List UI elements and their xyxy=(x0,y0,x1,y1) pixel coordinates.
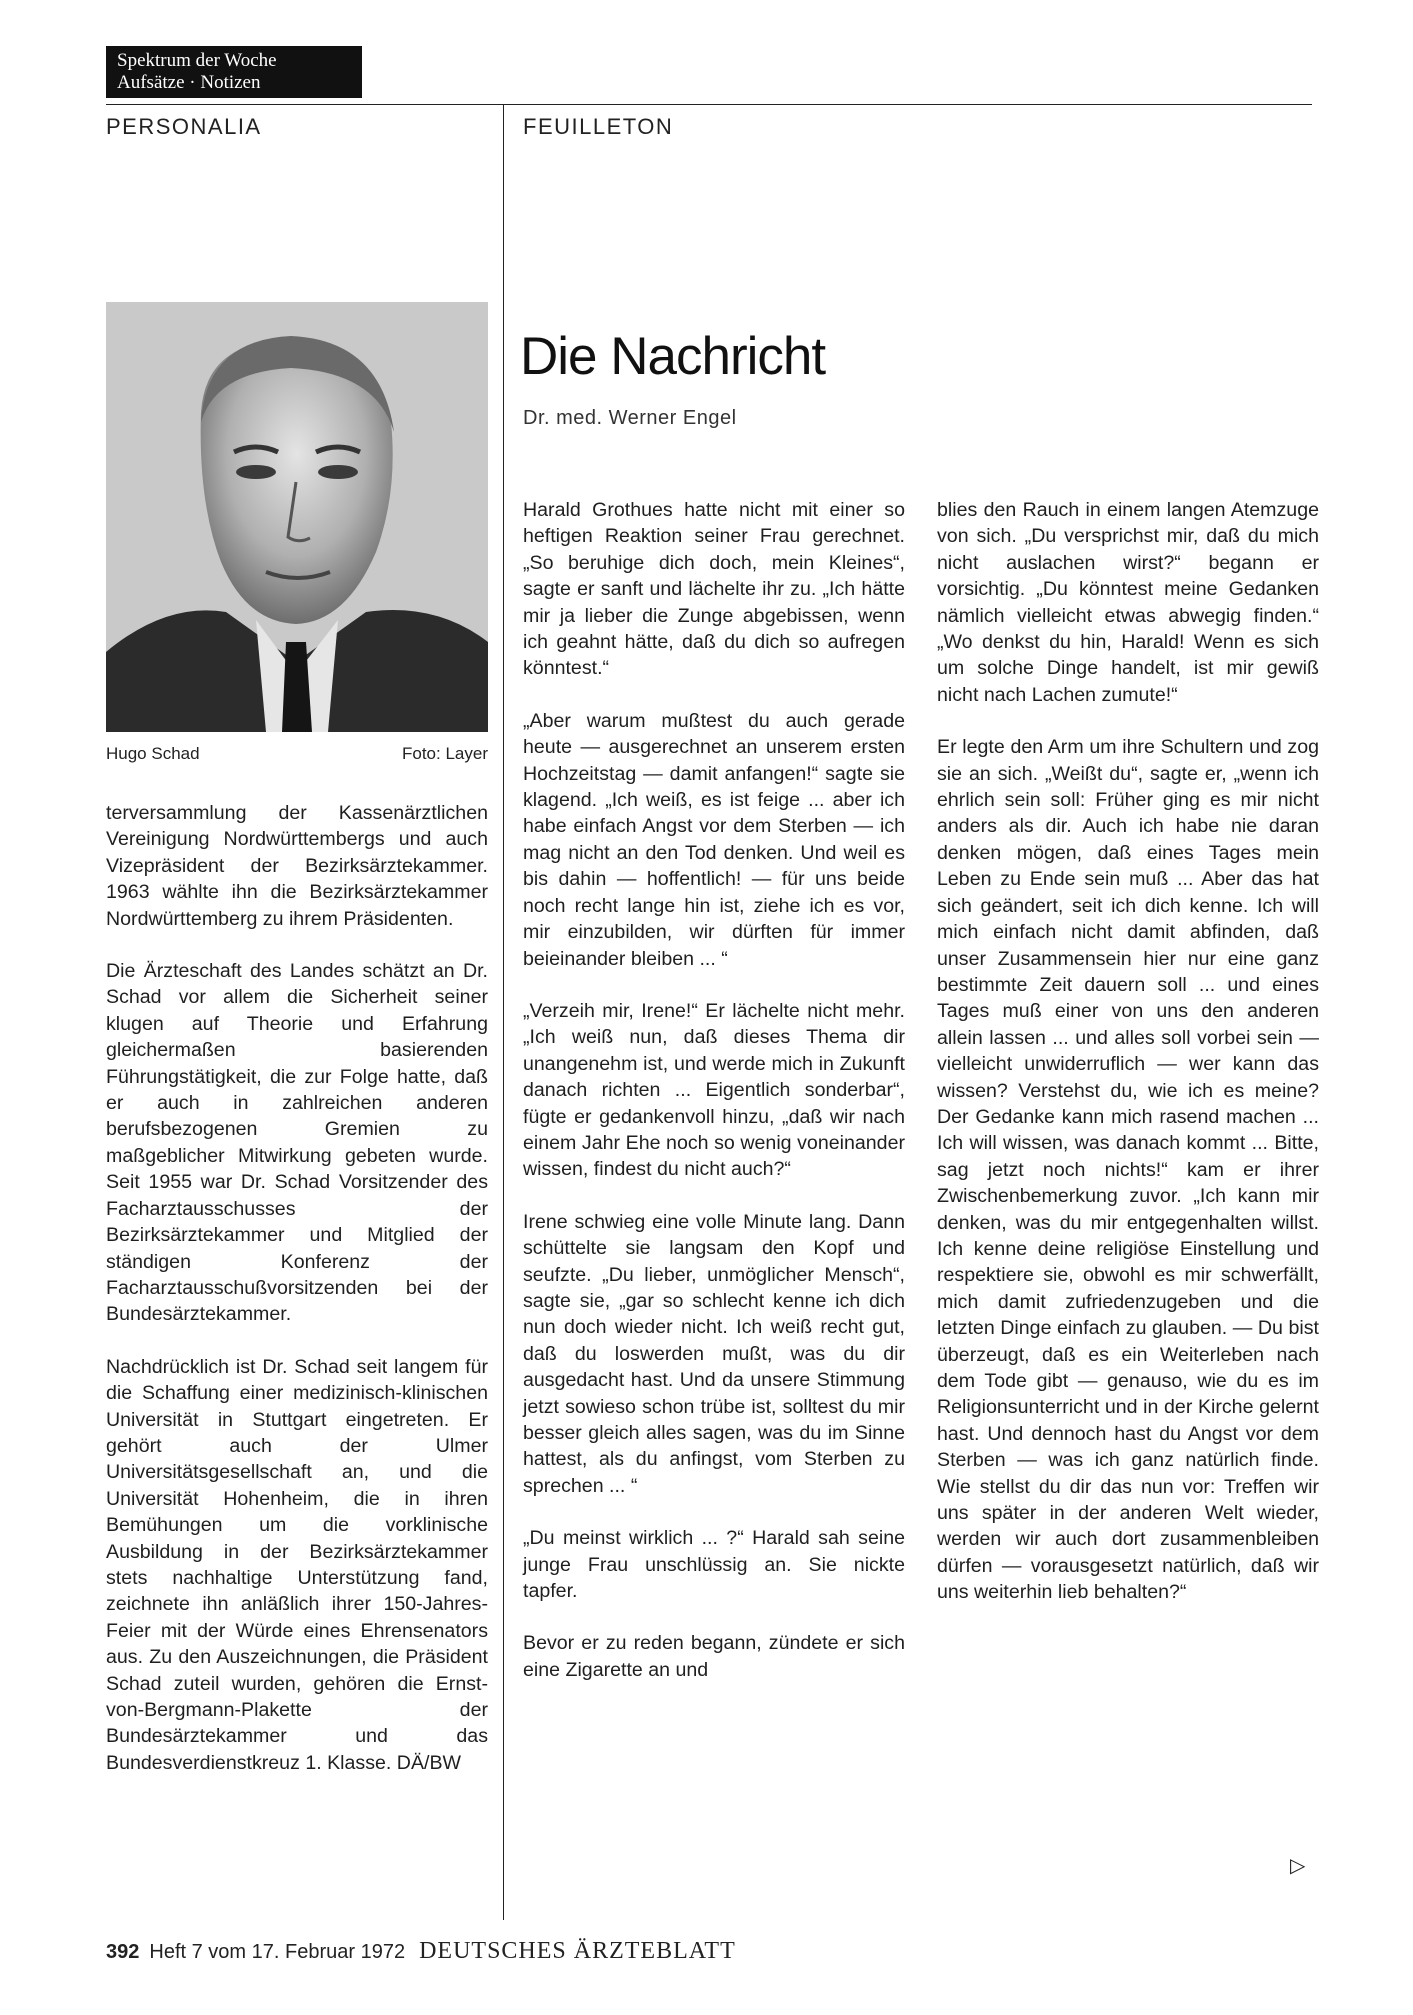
masthead xyxy=(106,46,362,98)
paragraph: Bevor er zu reden begann, zündete er sich eine Zigarette an und xyxy=(523,1632,905,1681)
photo-caption xyxy=(106,744,488,764)
issue-info: Heft 7 vom 17. Februar 1972 xyxy=(149,1941,406,1963)
personalia-text xyxy=(106,800,488,1802)
paragraph: „Aber warum mußtest du auch gerade heute — ausgerechnet an unserem ersten Hochzeitstag — damit anfangen!“ sagte sie klagend. „Ich weiß, es ist feige ... aber ich habe einfach Angst vor dem Sterben — ich mag nicht an den Tod denken. Und weil es bis dahin — hoffentlich! — für uns beide noch recht lange hin ist, ziehe ich es vor, mir einzubilden, wir dürften für immer beieinander bleiben ... “ xyxy=(523,709,905,970)
top-rule xyxy=(106,104,1312,105)
paragraph: Nachdrücklich ist Dr. Schad seit langem für die Schaffung einer medizinisch-klinischen Universität in Stuttgart eingetreten. Er gehört auch der Ulmer Universitätsgesellschaft an, und die Universität Hohenheim, die in ihren Bemühungen um die vorklinische Ausbildung in der Bezirksärztekammer stets nachhaltige Unterstützung fand, zeichnete ihn anläßlich ihrer 150-Jahres-Feier mit der Würde eines Ehrensenators aus. Zu den Auszeichnungen, die Präsident Schad zuteil wurden, gehören die Ernst-von-Bergmann-Plakette der Bundesärztekammer und das Bundesverdienstkreuz 1. Klasse. DÄ/BW xyxy=(106,1355,488,1774)
paragraph: Er legte den Arm um ihre Schultern und zog sie an sich. „Weißt du“, sagte er, „wenn ich ehrlich sein soll: Früher ging es mir nicht anders als dir. Auch ich habe nie daran denken mögen, daß eines Tages mein Leben zu Ende sein muß ... Aber das hat sich geändert, seit ich dich kenne. Ich will mich einfach nicht damit abfinden, daß unser Zusammensein hier nur eine ganz bestimmte Zeit dauern soll ... und eines Tages muß einer von uns den anderen allein lassen ... und alles soll vorbei sein — vielleicht unwiderruflich — wer kann das wissen? Verstehst du, wie ich es meine? Der Gedanke kann mich rasend machen ... Ich will wissen, was danach kommt ... Bitte, sag jetzt noch nichts!“ kam er ihrer Zwischenbemerkung zuvor. „Ich kann mir denken, was du mir entgegenhalten willst. Ich kenne deine religiöse Einstellung und respektiere sie, obwohl es mir schwerfällt, mich damit zufriedenzugeben und die letzten Dinge einfach zu glauben. — Du bist überzeugt, daß es ein Weiterleben nach dem Tode gibt — genauso, wie du es im Religionsunterricht und in der Kirche gelernt hast. Und dennoch hast du Angst vor dem Sterben — was ich ganz natürlich finde. Wie stellst du dir das nun vor: Treffen wir uns später in der anderen Welt wieder, werden wir auch dort zusammenbleiben dürfen — vorausgesetzt natürlich, daß wir uns weiterhin lieb behalten?“ xyxy=(937,736,1319,1604)
paragraph: „Du meinst wirklich ... ?“ Harald sah seine junge Frau unschlüssig an. Sie nickte tapfer. xyxy=(523,1527,905,1603)
caption-name: Hugo Schad xyxy=(106,744,200,763)
paragraph: Harald Grothues hatte nicht mit einer so heftigen Reaktion seiner Frau gerechnet. „So beruhige dich doch, mein Kleines“, sagte er sanft und lächelte ihr zu. „Ich hätte mir ja lieber die Zunge abgebissen, wenn ich geahnt hätte, daß du dich so aufregen könntest.“ xyxy=(523,499,905,680)
article-author: Dr. med. Werner Engel xyxy=(523,407,737,429)
article-title: Die Nachricht xyxy=(520,326,826,386)
portrait-photo xyxy=(106,302,488,732)
page-footer xyxy=(106,1938,736,1965)
paragraph: Die Ärzteschaft des Landes schätzt an Dr. Schad vor allem die Sicherheit seiner klugen auf Theorie und Erfahrung gleichermaßen basierenden Führungstätigkeit, die zur Folge hatte, daß er auch in zahlreichen anderen berufsbezogenen Gremien zu maßgeblicher Mitwirkung gebeten wurde. Seit 1955 war Dr. Schad Vorsitzender des Facharztausschusses der Bezirksärztekammer und Mitglied der ständigen Konferenz der Facharztausschußvorsitzenden bei der Bundesärztekammer. xyxy=(106,960,488,1326)
caption-credit: Foto: Layer xyxy=(402,744,488,763)
column-divider xyxy=(503,104,504,1920)
portrait-illustration xyxy=(106,302,488,732)
continue-arrow-icon: ▷ xyxy=(1290,1855,1306,1877)
masthead-line-2: Aufsätze · Notizen xyxy=(117,72,261,93)
page-number: 392 xyxy=(106,1941,140,1963)
section-label-feuilleton: FEUILLETON xyxy=(523,114,674,139)
paragraph: terversammlung der Kassenärztlichen Vereinigung Nordwürttembergs und auch Vizepräsident der Bezirksärztekammer. 1963 wählte ihn die Bezirksärztekammer Nordwürttemberg zu ihrem Präsidenten. xyxy=(106,802,488,930)
magazine-name: DEUTSCHES ÄRZTEBLATT xyxy=(419,1938,736,1964)
article-column-2 xyxy=(937,497,1319,1632)
article-column-1 xyxy=(523,497,905,1709)
masthead-line-1: Spektrum der Woche xyxy=(117,50,277,71)
section-label-personalia: PERSONALIA xyxy=(106,114,262,139)
paragraph: Irene schwieg eine volle Minute lang. Dann schüttelte sie langsam den Kopf und seufzte. „Du lieber, unmöglicher Mensch“, sagte sie, „gar so schlecht kenne ich dich nun doch wieder nicht. Ich weiß recht gut, daß du loswerden mußt, was du dir ausgedacht hast. Und da unsere Stimmung jetzt sowieso schon trübe ist, solltest du mir besser gleich alles sagen, was du im Sinne hattest, als du anfingst, vom Sterben zu sprechen ... “ xyxy=(523,1210,905,1497)
paragraph: „Verzeih mir, Irene!“ Er lächelte nicht mehr. „Ich weiß nun, daß dieses Thema dir unangenehm ist, und werde mich in Zukunft danach richten ... Eigentlich sonderbar“, fügte er gedankenvoll hinzu, „daß wir nach einem Jahr Ehe noch so wenig voneinander wissen, findest du nicht auch?“ xyxy=(523,999,905,1181)
paragraph: blies den Rauch in einem langen Atemzuge von sich. „Du versprichst mir, daß du mich nicht auslachen wirst?“ begann er vorsichtig. „Du könntest meine Gedanken nämlich vielleicht etwas abwegig finden.“ „Wo denkst du hin, Harald! Wenn es sich um solche Dinge handelt, ist mir gewiß nicht nach Lachen zumute!“ xyxy=(937,499,1319,706)
